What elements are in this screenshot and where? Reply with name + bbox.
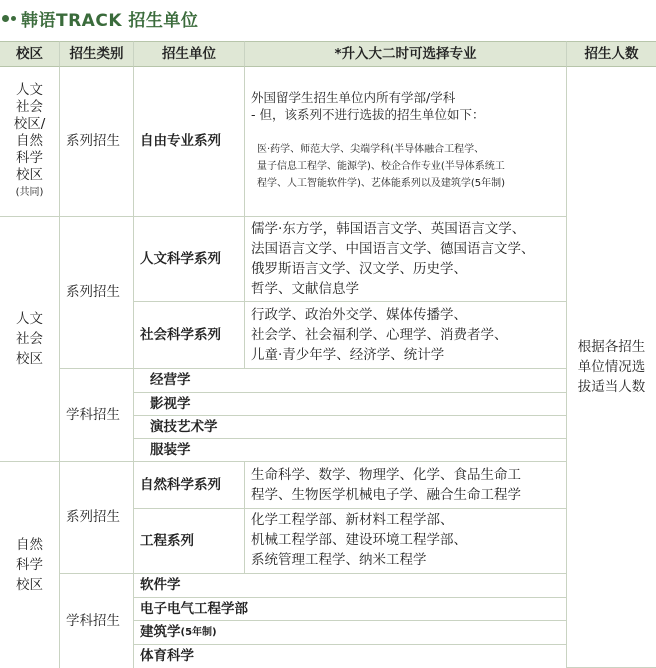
- discipline-architecture: 建筑学 (5年制): [134, 621, 567, 645]
- header-major: *升入大二时可选择专业: [245, 41, 567, 67]
- unit-engineering: 工程系列: [134, 509, 245, 574]
- discipline-acting: 演技艺术学: [134, 416, 567, 439]
- excluded-units-list: 医·药学、师范大学、尖端学科(半导体融合工程学、 量子信息工程学、能源学)、校企合作专业(半导体系统工 程学、人工智能软件学)、艺体能系列以及建筑学(5年制): [257, 144, 506, 189]
- free-major-line1: 外国留学生招生单位内所有学部/学科: [251, 90, 456, 105]
- admission-count: 根据各招生 单位情况选 拔适当人数: [567, 67, 656, 668]
- unit-social-science: 社会科学系列: [134, 302, 245, 369]
- free-major-line2: - 但，该系列不进行选拔的招生单位如下：: [251, 107, 485, 122]
- header-count: 招生人数: [567, 41, 656, 67]
- discipline-electrical: 电子电气工程学部: [134, 598, 567, 621]
- campus-combined: 人文 社会 校区/ 自然 科学 校区 (共同): [0, 67, 60, 217]
- natural-science-majors: 生命科学、数学、物理学、化学、食品生命工 程学、生物医学机械电子学、融合生命工程学: [245, 462, 567, 509]
- type-series-humanities: 系列招生: [60, 217, 134, 369]
- type-series-combined: 系列招生: [60, 67, 134, 217]
- engineering-majors: 化学工程学部、新材料工程学部、 机械工程学部、建设环境工程学部、 系统管理工程学、纳米工程学: [245, 509, 567, 574]
- discipline-sports: 体育科学: [134, 645, 567, 668]
- discipline-business: 经营学: [134, 369, 567, 393]
- unit-free-major: 自由专业系列: [134, 67, 245, 217]
- type-discipline-natural: 学科招生: [60, 574, 134, 668]
- humanities-science-majors: 儒学·东方学，韩国语言文学、英国语言文学、 法国语言文学、中国语言文学、德国语言文学、 俄罗斯语言文学、汉文学、历史学、 哲学、文献信息学: [245, 217, 567, 302]
- campus-natural: 自然 科学 校区: [0, 462, 60, 668]
- header-unit: 招生单位: [134, 41, 245, 67]
- header-campus: 校区: [0, 41, 60, 67]
- discipline-software: 软件学: [134, 574, 567, 598]
- discipline-film: 影视学: [134, 393, 567, 416]
- discipline-fashion: 服装学: [134, 439, 567, 462]
- type-discipline-humanities: 学科招生: [60, 369, 134, 462]
- free-major-description: [245, 67, 567, 217]
- social-science-majors: 行政学、政治外交学、媒体传播学、 社会学、社会福利学、心理学、消费者学、 儿童·青少年学、经济学、统计学: [245, 302, 567, 369]
- unit-natural-science: 自然科学系列: [134, 462, 245, 509]
- header-type: 招生类别: [60, 41, 134, 67]
- title-text: 韩语TRACK 招生单位: [21, 10, 199, 31]
- type-series-natural: 系列招生: [60, 462, 134, 574]
- unit-humanities-science: 人文科学系列: [134, 217, 245, 302]
- campus-humanities: 人文 社会 校区: [0, 217, 60, 462]
